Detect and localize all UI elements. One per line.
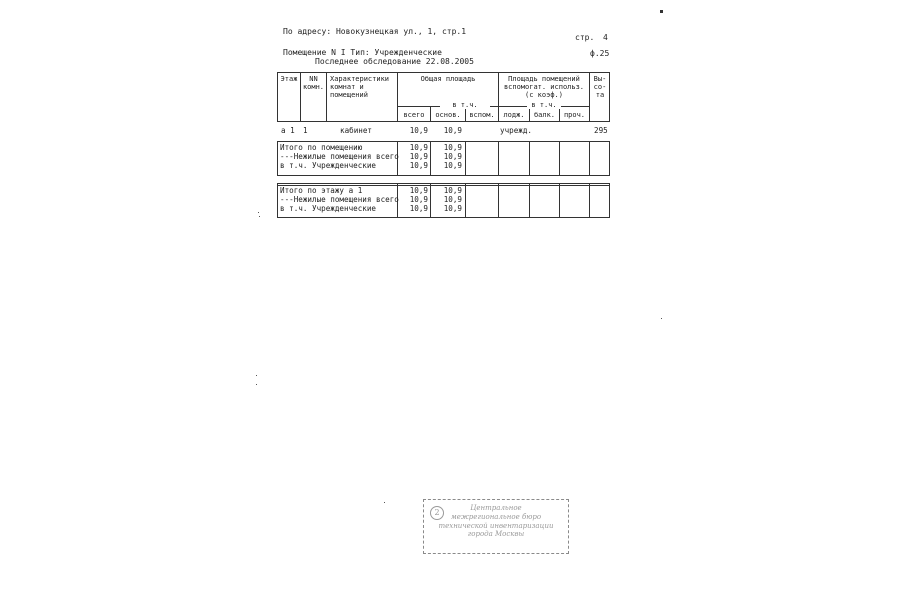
row-name: кабинет: [340, 126, 373, 135]
stamp-line-1: Центральное: [470, 504, 522, 512]
divider: [465, 183, 466, 218]
totals-floor-total-3: 10,9: [409, 204, 428, 213]
col-other: проч.: [563, 111, 586, 119]
totals-floor-main-2: 10,9: [443, 195, 462, 204]
col-height-header-3: та: [595, 91, 605, 99]
totals-floor-label-2: ---Нежилые помещения всего: [280, 195, 399, 204]
col-aux-incl: в т.ч.: [527, 101, 561, 109]
address-line: По адресу: Новокузнецкая ул., 1, стр.1: [283, 27, 467, 36]
totals-premises-label-1: Итого по помещению: [280, 143, 363, 152]
survey-line: Последнее обследование 22.08.2005: [315, 57, 474, 66]
stamp-line-2: межрегиональное бюро: [450, 512, 542, 521]
stamp-line-3: технической инвентаризации: [438, 521, 554, 530]
totals-floor-label-3: в т.ч. Учрежденческие: [280, 204, 377, 213]
page-label: стр.: [575, 33, 595, 42]
divider: [277, 175, 610, 176]
page-number: 4: [603, 33, 608, 42]
totals-floor-main-1: 10,9: [443, 186, 462, 195]
col-balcony: балк.: [533, 111, 556, 119]
totals-floor-main-3: 10,9: [443, 204, 462, 213]
row-height: 295: [594, 126, 608, 135]
institution-stamp: [423, 499, 569, 554]
divider: [430, 183, 431, 218]
divider: [498, 183, 499, 218]
col-rooms-header-2: комн.: [302, 83, 325, 91]
divider: [529, 141, 530, 176]
row-purpose: учрежд.: [500, 126, 533, 135]
divider: [326, 72, 327, 122]
col-height-header-2: со-: [593, 83, 607, 91]
col-rooms-header-1: NN: [309, 75, 318, 83]
col-aux-area-header-3: (с коэф.): [525, 91, 563, 99]
divider: [589, 141, 590, 176]
divider: [559, 141, 560, 176]
col-total-aux: вспом.: [469, 111, 495, 119]
col-floor-header: Этаж: [280, 75, 298, 83]
totals-premises-total-1: 10,9: [409, 143, 428, 152]
col-total-area-header: Общая площадь: [420, 75, 476, 83]
divider: [559, 183, 560, 218]
col-total-all: всего: [403, 111, 425, 119]
premises-line: Помещение N I Тип: Учрежденческие: [283, 48, 442, 57]
col-aux-area-header-2: вспомогат. использ.: [503, 83, 585, 91]
stamp-line-4: города Москвы: [467, 530, 525, 539]
totals-premises-label-3: в т.ч. Учрежденческие: [280, 161, 377, 170]
row-total: 10,9: [409, 126, 428, 135]
col-total-main: основ.: [435, 111, 461, 119]
totals-floor-total-2: 10,9: [409, 195, 428, 204]
row-room: 1: [303, 126, 308, 135]
col-characteristics-header-2: комнат и: [330, 83, 364, 91]
col-loggia: лодж.: [503, 111, 525, 119]
row-floor: а 1: [281, 126, 295, 135]
col-characteristics-header-1: Характеристики: [330, 75, 390, 83]
totals-floor-label-1: Итого по этажу а 1: [280, 186, 363, 195]
col-height-header-1: Вы-: [593, 75, 607, 83]
row-main: 10,9: [443, 126, 462, 135]
totals-floor-total-1: 10,9: [409, 186, 428, 195]
col-total-incl: в т.ч.: [440, 101, 490, 109]
divider: [589, 183, 590, 218]
totals-premises-main-2: 10,9: [443, 152, 462, 161]
col-aux-area-header-1: Площадь помещений: [508, 75, 580, 83]
totals-premises-total-3: 10,9: [409, 161, 428, 170]
totals-premises-total-2: 10,9: [409, 152, 428, 161]
totals-premises-main-1: 10,9: [443, 143, 462, 152]
col-characteristics-header-3: помещений: [330, 91, 368, 99]
divider: [498, 141, 499, 176]
totals-premises-label-2: ---Нежилые помещения всего: [280, 152, 399, 161]
divider: [277, 217, 610, 218]
divider: [529, 183, 530, 218]
totals-premises-main-3: 10,9: [443, 161, 462, 170]
divider: [465, 141, 466, 176]
form-code: ф.25: [590, 49, 610, 58]
divider: [430, 141, 431, 176]
stamp-seal-mark: 2: [430, 506, 444, 520]
